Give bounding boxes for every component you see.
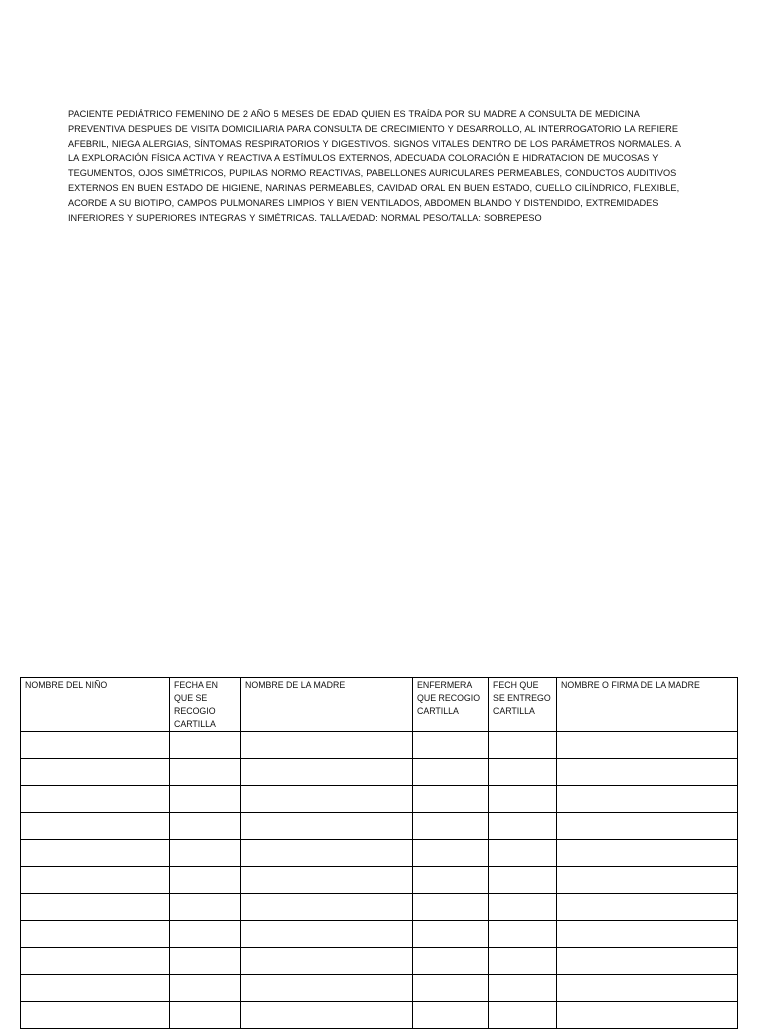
table-cell-empty[interactable] bbox=[413, 813, 489, 840]
header-date-collected: FECHA EN QUE SE RECOGIO CARTILLA bbox=[170, 678, 241, 732]
table-cell-empty[interactable] bbox=[241, 813, 413, 840]
table-cell-empty[interactable] bbox=[557, 813, 738, 840]
table-cell-empty[interactable] bbox=[170, 786, 241, 813]
table-cell-empty[interactable] bbox=[21, 759, 170, 786]
table-cell-empty[interactable] bbox=[413, 867, 489, 894]
table-cell-empty[interactable] bbox=[170, 732, 241, 759]
table-row bbox=[21, 1002, 738, 1029]
table-cell-empty[interactable] bbox=[489, 1002, 557, 1029]
table-cell-empty[interactable] bbox=[413, 975, 489, 1002]
table-cell-empty[interactable] bbox=[413, 732, 489, 759]
table-row bbox=[21, 975, 738, 1002]
registry-table bbox=[20, 677, 738, 1029]
table-cell-empty[interactable] bbox=[557, 732, 738, 759]
table-cell-empty[interactable] bbox=[413, 894, 489, 921]
table-cell-empty[interactable] bbox=[489, 759, 557, 786]
table-cell-empty[interactable] bbox=[170, 894, 241, 921]
table-body bbox=[21, 732, 738, 1029]
table-cell-empty[interactable] bbox=[413, 840, 489, 867]
table-cell-empty[interactable] bbox=[241, 840, 413, 867]
table-cell-empty[interactable] bbox=[489, 948, 557, 975]
table-cell-empty[interactable] bbox=[413, 786, 489, 813]
table-cell-empty[interactable] bbox=[241, 948, 413, 975]
clinical-note bbox=[68, 107, 688, 225]
table-row bbox=[21, 813, 738, 840]
table-cell-empty[interactable] bbox=[241, 894, 413, 921]
header-mother-signature: NOMBRE O FIRMA DE LA MADRE bbox=[557, 678, 738, 732]
table-cell-empty[interactable] bbox=[489, 813, 557, 840]
table-cell-empty[interactable] bbox=[21, 786, 170, 813]
table-cell-empty[interactable] bbox=[170, 921, 241, 948]
table-cell-empty[interactable] bbox=[557, 894, 738, 921]
registry-table-container bbox=[20, 677, 737, 1029]
table-cell-empty[interactable] bbox=[241, 1002, 413, 1029]
table-cell-empty[interactable] bbox=[170, 1002, 241, 1029]
table-cell-empty[interactable] bbox=[557, 1002, 738, 1029]
table-cell-empty[interactable] bbox=[21, 840, 170, 867]
table-cell-empty[interactable] bbox=[489, 867, 557, 894]
header-nurse: ENFERMERA QUE RECOGIO CARTILLA bbox=[413, 678, 489, 732]
table-cell-empty[interactable] bbox=[21, 1002, 170, 1029]
table-row bbox=[21, 894, 738, 921]
table-cell-empty[interactable] bbox=[170, 948, 241, 975]
header-mother-name: NOMBRE DE LA MADRE bbox=[241, 678, 413, 732]
table-row bbox=[21, 921, 738, 948]
table-cell-empty[interactable] bbox=[489, 840, 557, 867]
table-cell-empty[interactable] bbox=[489, 921, 557, 948]
table-cell-empty[interactable] bbox=[489, 894, 557, 921]
table-row bbox=[21, 786, 738, 813]
table-cell-empty[interactable] bbox=[489, 975, 557, 1002]
table-cell-empty[interactable] bbox=[21, 813, 170, 840]
table-cell-empty[interactable] bbox=[241, 759, 413, 786]
clinical-note-paragraph: PACIENTE PEDIÁTRICO FEMENINO DE 2 AÑO 5 MESES DE EDAD QUIEN ES TRAÍDA POR SU MADRE A CONSULTA DE MEDICINA PREVENTIVA DESPUES DE VISITA DOMICILIARIA PARA CONSULTA DE CRECIMIENTO Y DESARROLLO, AL INTERROGATORIO LA REFIERE AFEBRIL, NIEGA ALERGIAS, SÍNTOMAS RESPIRATORIOS Y DIGESTIVOS. SIGNOS VITALES DENTRO DE LOS PARÁMETROS NORMALES. A LA EXPLORACIÓN FÍSICA ACTIVA Y REACTIVA A ESTÍMULOS EXTERNOS, ADECUADA COLORACIÓN E HIDRATACION DE MUCOSAS Y TEGUMENTOS, OJOS SIMÉTRICOS, PUPILAS NORMO REACTIVAS, PABELLONES AURICULARES PERMEABLES, CONDUCTOS AUDITIVOS EXTERNOS EN BUEN ESTADO DE HIGIENE, NARINAS PERMEABLES, CAVIDAD ORAL EN BUEN ESTADO, CUELLO CILÍNDRICO, FLEXIBLE, ACORDE A SU BIOTIPO, CAMPOS PULMONARES LIMPIOS Y BIEN VENTILADOS, ABDOMEN BLANDO Y DISTENDIDO, EXTREMIDADES INFERIORES Y SUPERIORES INTEGRAS Y SIMÉTRICAS. TALLA/EDAD: NORMAL PESO/TALLA: SOBREPESO bbox=[68, 109, 681, 223]
table-cell-empty[interactable] bbox=[557, 975, 738, 1002]
table-cell-empty[interactable] bbox=[557, 948, 738, 975]
table-row bbox=[21, 867, 738, 894]
header-child-name: NOMBRE DEL NIÑO bbox=[21, 678, 170, 732]
table-cell-empty[interactable] bbox=[170, 867, 241, 894]
table-cell-empty[interactable] bbox=[241, 786, 413, 813]
table-header-row bbox=[21, 678, 738, 732]
table-cell-empty[interactable] bbox=[21, 948, 170, 975]
table-row bbox=[21, 759, 738, 786]
table-cell-empty[interactable] bbox=[170, 813, 241, 840]
table-row bbox=[21, 840, 738, 867]
table-cell-empty[interactable] bbox=[21, 732, 170, 759]
table-cell-empty[interactable] bbox=[241, 975, 413, 1002]
table-cell-empty[interactable] bbox=[557, 840, 738, 867]
table-cell-empty[interactable] bbox=[170, 840, 241, 867]
table-cell-empty[interactable] bbox=[413, 759, 489, 786]
table-row bbox=[21, 732, 738, 759]
table-cell-empty[interactable] bbox=[170, 975, 241, 1002]
table-cell-empty[interactable] bbox=[557, 867, 738, 894]
table-cell-empty[interactable] bbox=[170, 759, 241, 786]
table-cell-empty[interactable] bbox=[413, 948, 489, 975]
table-cell-empty[interactable] bbox=[241, 921, 413, 948]
table-cell-empty[interactable] bbox=[241, 867, 413, 894]
table-cell-empty[interactable] bbox=[489, 786, 557, 813]
table-cell-empty[interactable] bbox=[557, 921, 738, 948]
table-cell-empty[interactable] bbox=[413, 1002, 489, 1029]
table-cell-empty[interactable] bbox=[241, 732, 413, 759]
table-cell-empty[interactable] bbox=[21, 894, 170, 921]
table-cell-empty[interactable] bbox=[21, 921, 170, 948]
table-row bbox=[21, 948, 738, 975]
table-cell-empty[interactable] bbox=[21, 975, 170, 1002]
table-cell-empty[interactable] bbox=[21, 867, 170, 894]
table-cell-empty[interactable] bbox=[413, 921, 489, 948]
table-cell-empty[interactable] bbox=[489, 732, 557, 759]
table-cell-empty[interactable] bbox=[557, 786, 738, 813]
table-cell-empty[interactable] bbox=[557, 759, 738, 786]
header-date-delivered: FECH QUE SE ENTREGO CARTILLA bbox=[489, 678, 557, 732]
